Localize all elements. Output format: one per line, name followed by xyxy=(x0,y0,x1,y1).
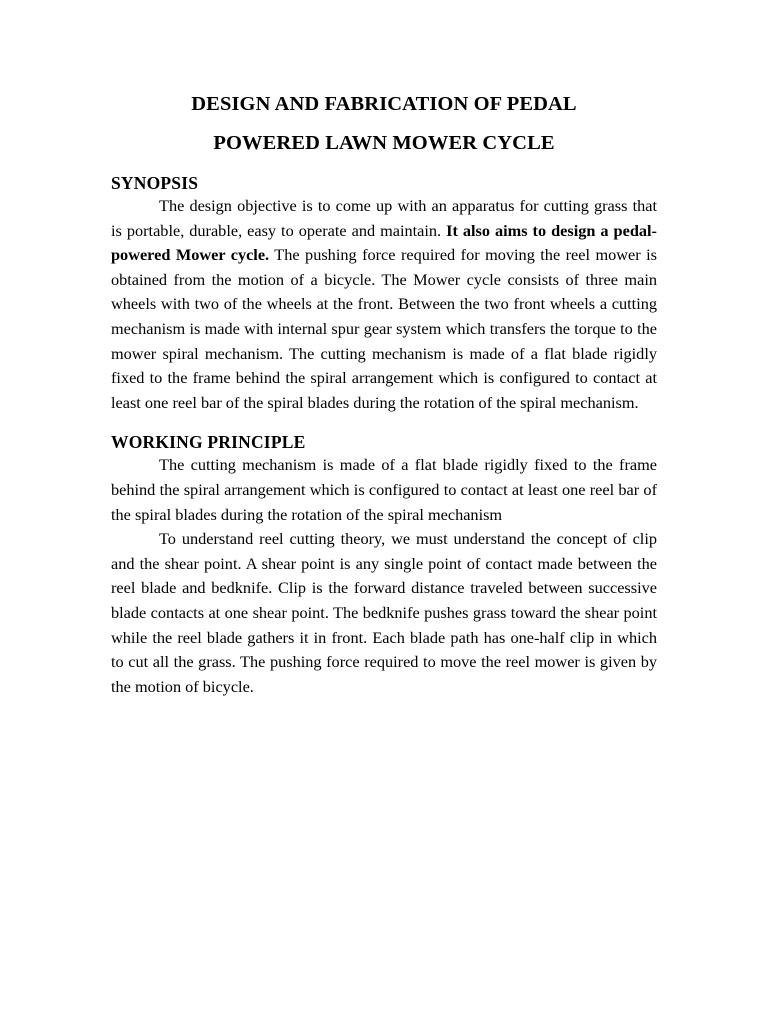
working-principle-heading: WORKING PRINCIPLE xyxy=(111,432,306,453)
document-title-line-2: POWERED LAWN MOWER CYCLE xyxy=(213,132,555,154)
synopsis-bold-text: It also aims to design a pedal- powered Mower cycle. xyxy=(111,220,657,265)
working-principle-paragraph-1: The cutting mechanism is made of a flat blade rigidly fixed to the frame behind the spiral arrangement which is configured to contact at least one reel bar of the spiral blades during the rotation of the spiral mechanism xyxy=(111,455,657,524)
synopsis-heading: SYNOPSIS xyxy=(111,173,199,193)
synopsis-paragraph xyxy=(111,194,657,415)
document-title-line-1: DESIGN AND FABRICATION OF PEDAL xyxy=(191,93,577,115)
synopsis-text-end: The pushing force required for moving the reel mower is obtained from the motion of a bicycle. The Mower cycle consists of three main wheels with two of the wheels at the front. Between the two front wheels a cutting mechanism is made with internal spur gear system which transfers the torque to the mower spiral mechanism. The cutting mechanism is made of a flat blade rigidly fixed to the frame behind the spiral arrangement which is configured to contact at least one reel bar of the spiral blades during the rotation of the spiral mechanism. xyxy=(111,245,657,412)
working-principle-paragraph-2: To understand reel cutting theory, we must understand the concept of clip and the shear point. A shear point is any single point of contact made between the reel blade and bedknife. Clip is the forward distance traveled between successive blade contacts at one shear point. The bedknife pushes grass toward the shear point while the reel blade gathers it in front. Each blade path has one-half clip in which to cut all the grass. The pushing force required to move the reel mower is given by the motion of bicycle. xyxy=(111,529,657,696)
synopsis-text-start: The design objective is to come up with an apparatus for cutting grass that is portable, durable, easy to operate and maintain. xyxy=(111,196,657,240)
